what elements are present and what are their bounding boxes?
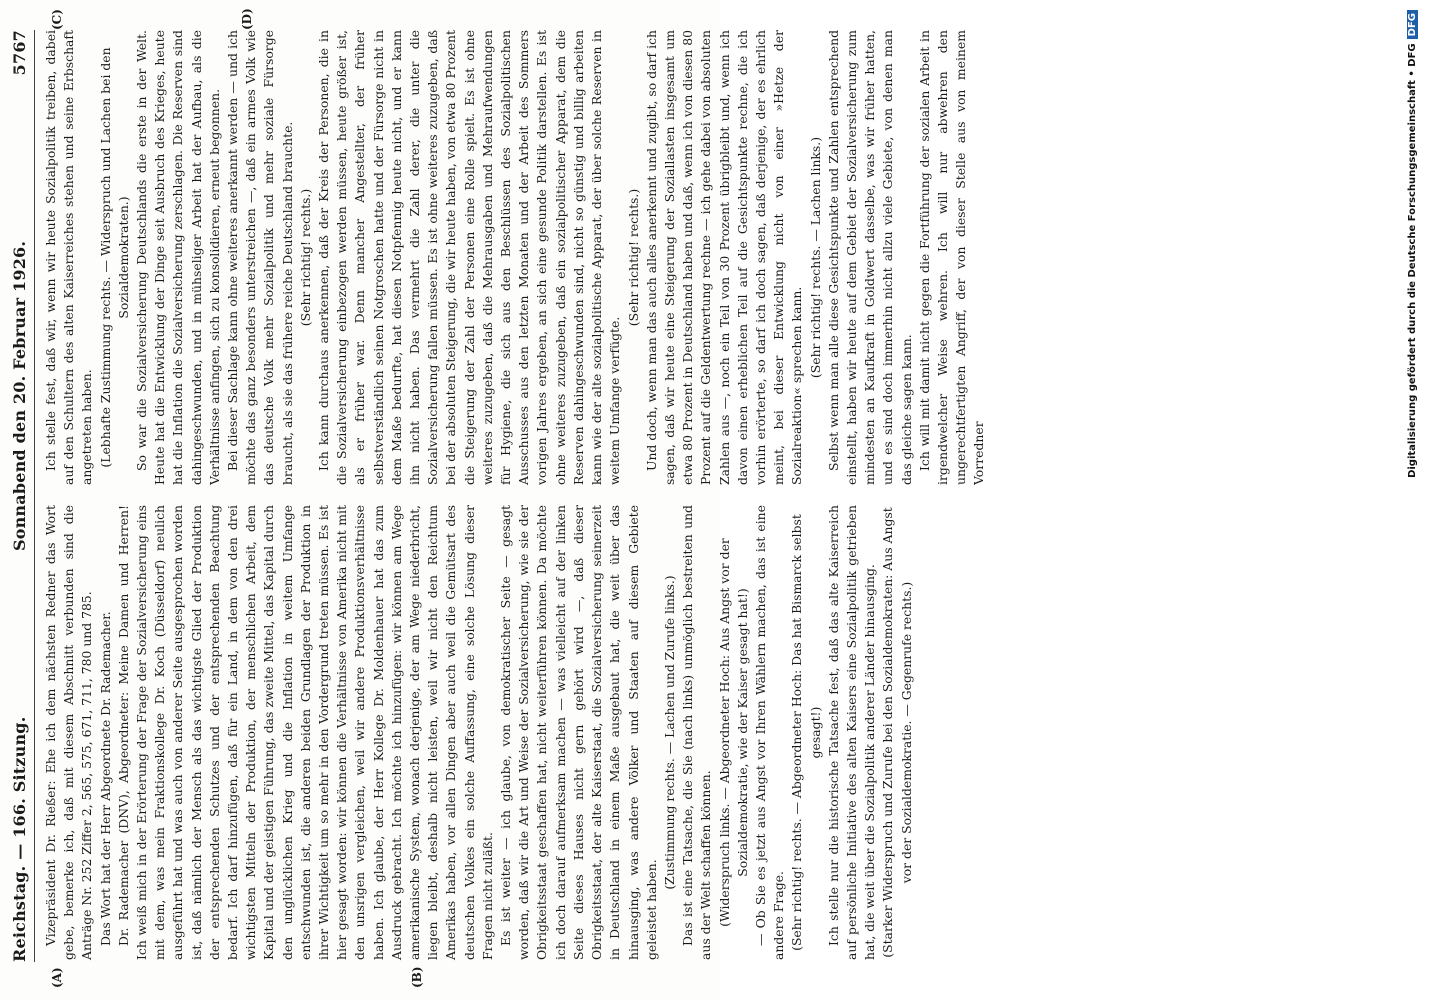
digitization-credit-label: Digitalisierung gefördert durch die Deutsche Forschungsgemeinschaft • DFG <box>1407 43 1418 478</box>
paragraph: Selbst wenn man alle diese Gesichtspunkte und Zahlen entsprechend einstellt, haben wir heute auf dem Gebiet der Sozialversicherung zum mindesten an Kaufkraft in Goldwert dasselbe, was wir früher hatten, und es sind doch immerhin nicht allzu viele Gebiete, von denen man das gleiche sagen kann. <box>825 30 914 485</box>
paragraph: So war die Sozialversicherung Deutschlands die erste in der Welt. Heute hat die Entwicklung der Dinge seit Ausbruch des Krieges, heute hat die Inflation die Sozialversicherung zerschlagen. Die Reserven sind dahingeschwunden, und in mühseliger Arbeit hat der Aufbau, als die Verhältnisse anfingen, sich zu konsolidieren, erneut begonnen. <box>134 30 222 485</box>
header-rule <box>34 30 35 962</box>
margin-mark-a: (A) <box>50 967 64 988</box>
paragraph: Das Wort hat der Herr Abgeordnete Dr. Rademacher. <box>97 611 113 946</box>
page-header <box>6 0 32 1000</box>
interjection: (Zustimmung rechts. — Lachen und Zurufe links.) <box>661 575 677 890</box>
interjection: (Lebhafte Zustimmung rechts. — Widerspruch und Lachen bei den Sozialdemokraten.) <box>97 47 131 468</box>
margin-mark-c: (C) <box>50 9 64 30</box>
left-column <box>42 505 914 960</box>
interjection: (Starker Widerspruch und Zurufe bei den Sozialdemokraten: Aus Angst vor der Sozialdemokratie. — Gegenrufe rechts.) <box>880 507 914 958</box>
paragraph: Ich will mit damit nicht gegen die Fortführung der sozialen Arbeit in irgendwelcher Weise wehren. Ich will nur abwehren den ungerechtfertigten Angriff, der von dieser Stelle aus von meinem Vorredner <box>916 30 987 485</box>
header-page-number: 5767 <box>9 30 29 76</box>
interjection: (Sehr richtig! rechts.) <box>297 188 313 327</box>
interjection: (Sehr richtig! rechts. — Lachen links.) <box>807 136 823 379</box>
paragraph: Es ist weiter — ich glaube, von demokratischer Seite — gesagt worden, daß wir die Art und Weise der Sozialversicherung, wie sie der Obrigkeitsstaat geschaffen hat, nicht weiterführen können. Da möchte ich doch darauf aufmerksam machen — was vielleicht auf der linken Seite dieses Hauses nicht gern gehört wird —, daß dieser Obrigkeitsstaat, der alte Kaiserstaat, die Sozialversicherung seinerzeit in Deutschland in einem Maße ausgebaut hat, die weit über das hinausging, was andere Völker und Staaten auf diesem Gebiete geleistet haben. <box>498 505 659 960</box>
paragraph: Vizepräsident Dr. Rießer: Ehe ich dem nächsten Redner das Wort gebe, bemerke ich, daß mit diesem Abschnitt verbunden sind die Anträge Nr. 252 Ziffer 2, 565, 575, 671, 711, 780 und 785. <box>43 505 95 960</box>
header-date: Sonnabend den 20. Februar 1926. <box>9 240 29 552</box>
interjection: (Widerspruch links. — Abgeordneter Hoch: Aus Angst vor der Sozialdemokratie, wie der Kaiser gesagt hat!) <box>716 538 750 927</box>
digitization-credit-text <box>1407 10 1423 990</box>
interjection: (Sehr richtig! rechts. — Abgeordneter Hoch: Das hat Bismarck selbst gesagt!) <box>789 514 823 951</box>
paragraph: Ich stelle fest, daß wir, wenn wir heute Sozialpolitik treiben, dabei auf den Schultern des alten Kaiserreiches stehen und seine Erbschaft angetreten haben. <box>43 30 95 485</box>
paragraph: — Ob Sie es jetzt aus Angst vor Ihren Wählern machen, das ist eine andere Frage. <box>752 505 787 960</box>
header-session: Reichstag. — 166. Sitzung. <box>9 716 29 962</box>
paragraph: Bei dieser Sachlage kann ohne weiteres anerkannt werden — und ich möchte das ganz besonders unterstreichen —, daß ein armes Volk wie das deutsche Volk mehr Sozialpolitik und mehr soziale Fürsorge braucht, als sie das frühere reiche Deutschland brauchte. <box>225 30 295 485</box>
digitization-credit <box>1404 10 1426 990</box>
dfg-logo: DFG <box>1407 10 1418 39</box>
margin-mark-b: (B) <box>410 966 424 988</box>
paragraph: Ich kann durchaus anerkennen, daß der Kreis der Personen, die in die Sozialversicherung einbezogen werden müssen, heute größer ist, als er früher war. Denn mancher Angestellter, der früher selbstverständlich seinen Notgroschen hatte und der Fürsorge nicht in dem Maße bedurfte, hat diesen Notpfennig heute nicht, und er kann ihn nicht haben. Das vermehrt die Zahl derer, die unter die Sozialversicherung fallen müssen. Es ist ohne weiteres zuzugeben, daß bei der absoluten Steigerung, die wir heute haben, von etwa 80 Prozent die Steigerung der Zahl der Personen eine Rolle spielt. Es ist ohne weiteres zuzugeben, daß die Mehrausgaben und Mehraufwendungen für Hygiene, die sich aus den Beschlüssen des Sozialpolitischen Ausschusses aus den letzten Monaten und der Arbeit des Sommers vorigen Jahres ergeben, an sich eine gesunde Politik darstellen. Es ist ohne weiteres zuzugeben, daß ein sozialpolitischer Apparat, dem die Reserven dahingeschwunden sind, nicht so günstig und billig arbeiten kann wie der alte sozialpolitische Apparat, der über solche Reserven in weitem Umfange verfügte. <box>316 30 623 485</box>
paragraph: Dr. Rademacher (DNV), Abgeordneter: Meine Damen und Herren! Ich weiß mich in der Erörterung der Frage der Sozialversicherung eins mit dem, was mein Fraktionskollege Dr. Koch (Düsseldorf) neulich ausgeführt hat und was auch von anderer Seite ausgesprochen worden ist, daß nämlich der Mensch als das wichtigste Glied der Produktion der entsprechenden Schutzes und der entsprechenden Beachtung bedarf. Ich darf hinzufügen, daß für ein Land, in dem von den drei wichtigsten Mitteln der Produktion, der menschlichen Arbeit, dem Kapital und der geistigen Führung, das zweite Mittel, das Kapital durch den unglücklichen Krieg und die Inflation in weitem Umfange entschwunden ist, die anderen beiden Grundlagen der Produktion in ihrer Wichtigkeit um so mehr in den Vordergrund treten müssen. Es ist hier gesagt worden: wir können die Verhältnisse von Amerika nicht mit den unsrigen vergleichen, weil wir andere Produktionsverhältnisse haben. Ich glaube, der Herr Kollege Dr. Moldenhauer hat das zum Ausdruck gebracht. Ich möchte ich hinzufügen: wir können am Wege amerikanische System, wonach derjenige, der am Wege niederbricht, liegen bleibt, deshalb nicht leisten, weil wir nicht den Reichtum Amerikas haben, vor allen Dingen aber auch weil die Gemütsart des deutschen Volkes ein solche Auffassung, eine solche Lösung dieser Fragen nicht zuläßt. <box>115 505 495 960</box>
margin-mark-d: (D) <box>240 8 254 30</box>
interjection: (Sehr richtig! rechts.) <box>625 188 641 327</box>
paragraph: Das ist eine Tatsache, die Sie (nach links) unmöglich bestreiten und aus der Welt schaffen können. <box>680 505 714 960</box>
paragraph: Ich stelle nur die historische Tatsache fest, daß das alte Kaiserreich auf persönliche Initiative des alten Kaisers eine Sozialpolitik getrieben hat, die weit über die Sozialpolitik anderer Länder hinausging. <box>825 505 878 960</box>
right-column <box>42 30 987 485</box>
paragraph: Und doch, wenn man das auch alles anerkennt und zugibt, so darf ich sagen, daß wir heute eine Steigerung der Soziallasten insgesamt um etwa 80 Prozent in Deutschland haben und daß, wenn ich von diesen 80 Prozent auf die Geldentwertung rechne — ich gehe dabei von absoluten Zahlen aus —, noch ein Teil von 30 Prozent übrigbleibt und, wenn ich davon einen erheblichen Teil auf die Gesichtspunkte rechne, die ich vorhin erörterte, so darf ich doch sagen, daß derjenige, der es ehrlich meint, bei dieser Entwicklung nicht von einer »Hetze der Sozialreaktion« sprechen kann. <box>643 30 805 485</box>
